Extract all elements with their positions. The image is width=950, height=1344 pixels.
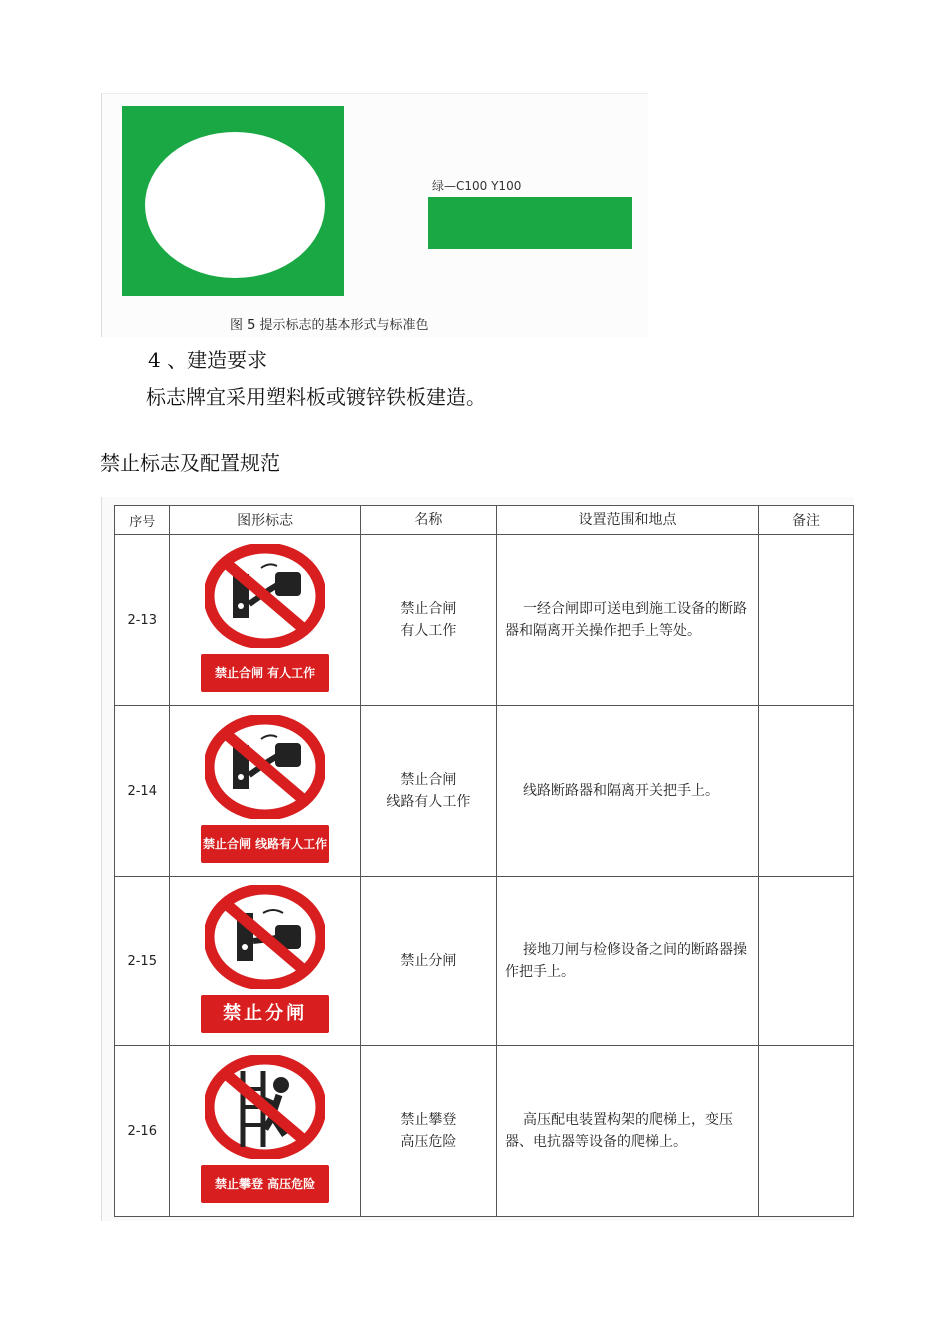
no-switch-off-icon: [205, 885, 325, 989]
section-heading: 4 、建造要求: [148, 348, 268, 372]
sign-plate: 禁止合闸 有人工作: [201, 654, 329, 692]
section-title: 禁止标志及配置规范: [100, 451, 280, 475]
sign-plate: 禁止合闸 线路有人工作: [201, 825, 329, 863]
prohibition-sign: [199, 715, 331, 863]
sign-name: [360, 1046, 496, 1217]
swatch-label: 绿—C100 Y100: [432, 179, 522, 193]
header-place: 设置范围和地点: [497, 506, 759, 535]
sign-name-line-2: 高压危险: [400, 1134, 457, 1150]
figure-caption: 图 5 提示标志的基本形式与标准色: [230, 318, 429, 333]
table-row: [115, 877, 854, 1046]
row-number: 2-13: [115, 535, 170, 706]
section-body: 标志牌宜采用塑料板或镀锌铁板建造。: [146, 385, 486, 409]
sign-place-text: 一经合闸即可送电到施工设备的断路器和隔离开关操作把手上等处。: [505, 601, 748, 639]
sign-name-line-2: 有人工作: [400, 623, 457, 639]
sign-note: [759, 706, 854, 877]
sign-name: [360, 706, 496, 877]
prohibition-sign-table-image: [101, 497, 854, 1221]
sign-place: [497, 535, 759, 706]
sign-plate: 禁止攀登 高压危险: [201, 1165, 329, 1203]
sign-name: [360, 535, 496, 706]
sign-place-text: 线路断路器和隔离开关把手上。: [523, 783, 720, 799]
sign-plate: 禁止分闸: [201, 995, 329, 1033]
green-swatch: [428, 197, 632, 249]
table-header-row: [115, 506, 854, 535]
sign-cell: [170, 1046, 360, 1217]
sign-note: [759, 877, 854, 1046]
no-switch-on-icon: [205, 544, 325, 648]
sign-place-text: 高压配电装置构架的爬梯上，变压器、电抗器等设备的爬梯上。: [505, 1112, 734, 1150]
sign-name-line-1: 禁止分闸: [400, 953, 457, 969]
sign-place: [497, 706, 759, 877]
row-number: 2-16: [115, 1046, 170, 1217]
sign-name: [360, 877, 496, 1046]
sign-place: [497, 1046, 759, 1217]
sign-place-text: 接地刀闸与检修设备之间的断路器操作把手上。: [505, 942, 748, 980]
prohibition-sign-table: [114, 505, 854, 1217]
sign-cell: [170, 535, 360, 706]
sign-note: [759, 1046, 854, 1217]
sign-basic-form: [122, 106, 344, 296]
header-name: 名称: [360, 506, 496, 535]
table-row: [115, 1046, 854, 1217]
sign-name-line-1: 禁止合闸: [400, 601, 457, 617]
sign-name-line-2: 线路有人工作: [386, 794, 471, 810]
table-row: [115, 706, 854, 877]
row-number: 2-14: [115, 706, 170, 877]
no-climbing-icon: [205, 1055, 325, 1159]
prohibition-sign: [199, 1055, 331, 1203]
table-row: [115, 535, 854, 706]
prohibition-sign: [199, 885, 331, 1033]
sign-white-circle: [145, 132, 325, 278]
prohibition-sign: [199, 544, 331, 692]
header-note: 备注: [759, 506, 854, 535]
row-number: 2-15: [115, 877, 170, 1046]
sign-name-line-1: 禁止合闸: [400, 772, 457, 788]
sign-place: [497, 877, 759, 1046]
sign-cell: [170, 877, 360, 1046]
header-no: 序号: [115, 506, 170, 535]
sign-note: [759, 535, 854, 706]
no-switch-on-icon: [205, 715, 325, 819]
sign-cell: [170, 706, 360, 877]
header-sign: 图形标志: [170, 506, 360, 535]
figure-5: [101, 93, 648, 337]
sign-name-line-1: 禁止攀登: [400, 1112, 457, 1128]
